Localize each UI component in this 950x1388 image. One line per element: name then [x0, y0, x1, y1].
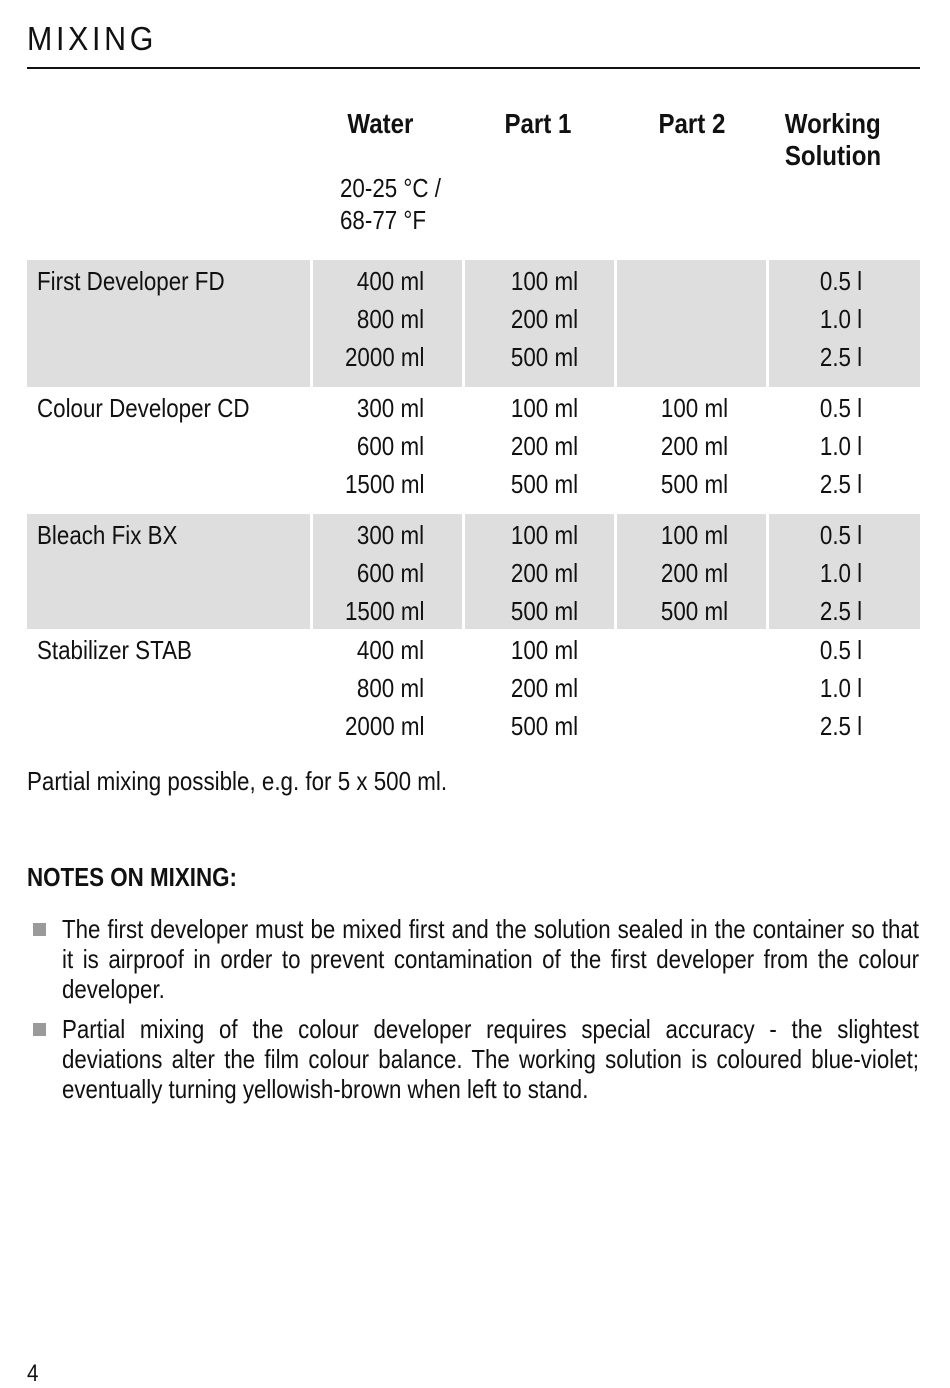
title-rule	[27, 67, 920, 69]
cell-part2	[614, 629, 766, 747]
row-name: Stabilizer STAB	[37, 635, 192, 665]
cell-part1: 100 ml 200 ml 500 ml	[510, 393, 578, 499]
cell-working-solution: 0.5 l 1.0 l 2.5 l	[819, 393, 862, 499]
notes-heading: NOTES ON MIXING:	[27, 862, 237, 892]
cell-part1: 100 ml 200 ml 500 ml	[510, 635, 578, 741]
header-part2: Part 2	[658, 108, 726, 139]
cell-water: 300 ml 600 ml 1500 ml	[344, 393, 424, 499]
cell-part2: 100 ml 200 ml 500 ml	[614, 514, 766, 629]
cell-working-solution: 0.5 l 1.0 l 2.5 l	[766, 514, 920, 629]
mixing-table	[27, 260, 920, 747]
bullet-square-icon	[33, 1023, 46, 1036]
header-part1: Part 1	[504, 108, 572, 139]
cell-part2: 100 ml 200 ml 500 ml	[660, 393, 728, 499]
row-name: First Developer FD	[27, 260, 310, 387]
row-name: Bleach Fix BX	[27, 514, 310, 629]
cell-water: 400 ml 800 ml 2000 ml	[310, 260, 462, 387]
cell-part1: 100 ml 200 ml 500 ml	[462, 260, 614, 387]
row-name: Colour Developer CD	[37, 393, 250, 423]
header-water: Water	[347, 108, 414, 139]
cell-water: 300 ml 600 ml 1500 ml	[310, 514, 462, 629]
header-working-solution: Working Solution	[784, 108, 882, 171]
page-title: MIXING	[27, 20, 158, 57]
cell-part2	[614, 260, 766, 387]
cell-working-solution: 0.5 l 1.0 l 2.5 l	[819, 635, 862, 741]
page-number: 4	[27, 1360, 39, 1387]
note-text: Partial mixing of the colour developer requires special accuracy - the slightest deviations alter the film colour balance. The working solution is coloured blue-violet; eventually turning yellowish-brown when left to stand.	[62, 1014, 919, 1104]
cell-part1: 100 ml 200 ml 500 ml	[462, 514, 614, 629]
note-text: The first developer must be mixed first and the solution sealed in the container so that it is airproof in order to prevent contamination of the first developer from the colour developer.	[62, 914, 919, 1004]
cell-water: 400 ml 800 ml 2000 ml	[344, 635, 424, 741]
cell-working-solution: 0.5 l 1.0 l 2.5 l	[766, 260, 920, 387]
bullet-square-icon	[33, 923, 46, 936]
table-row-stabilizer	[27, 629, 920, 747]
water-temperature: 20-25 °C / 68-77 °F	[340, 173, 441, 235]
partial-mixing-note: Partial mixing possible, e.g. for 5 x 500 ml.	[27, 766, 448, 796]
table-row-first-developer	[27, 260, 920, 387]
table-row-colour-developer	[27, 387, 920, 514]
table-row-bleach-fix	[27, 514, 920, 629]
